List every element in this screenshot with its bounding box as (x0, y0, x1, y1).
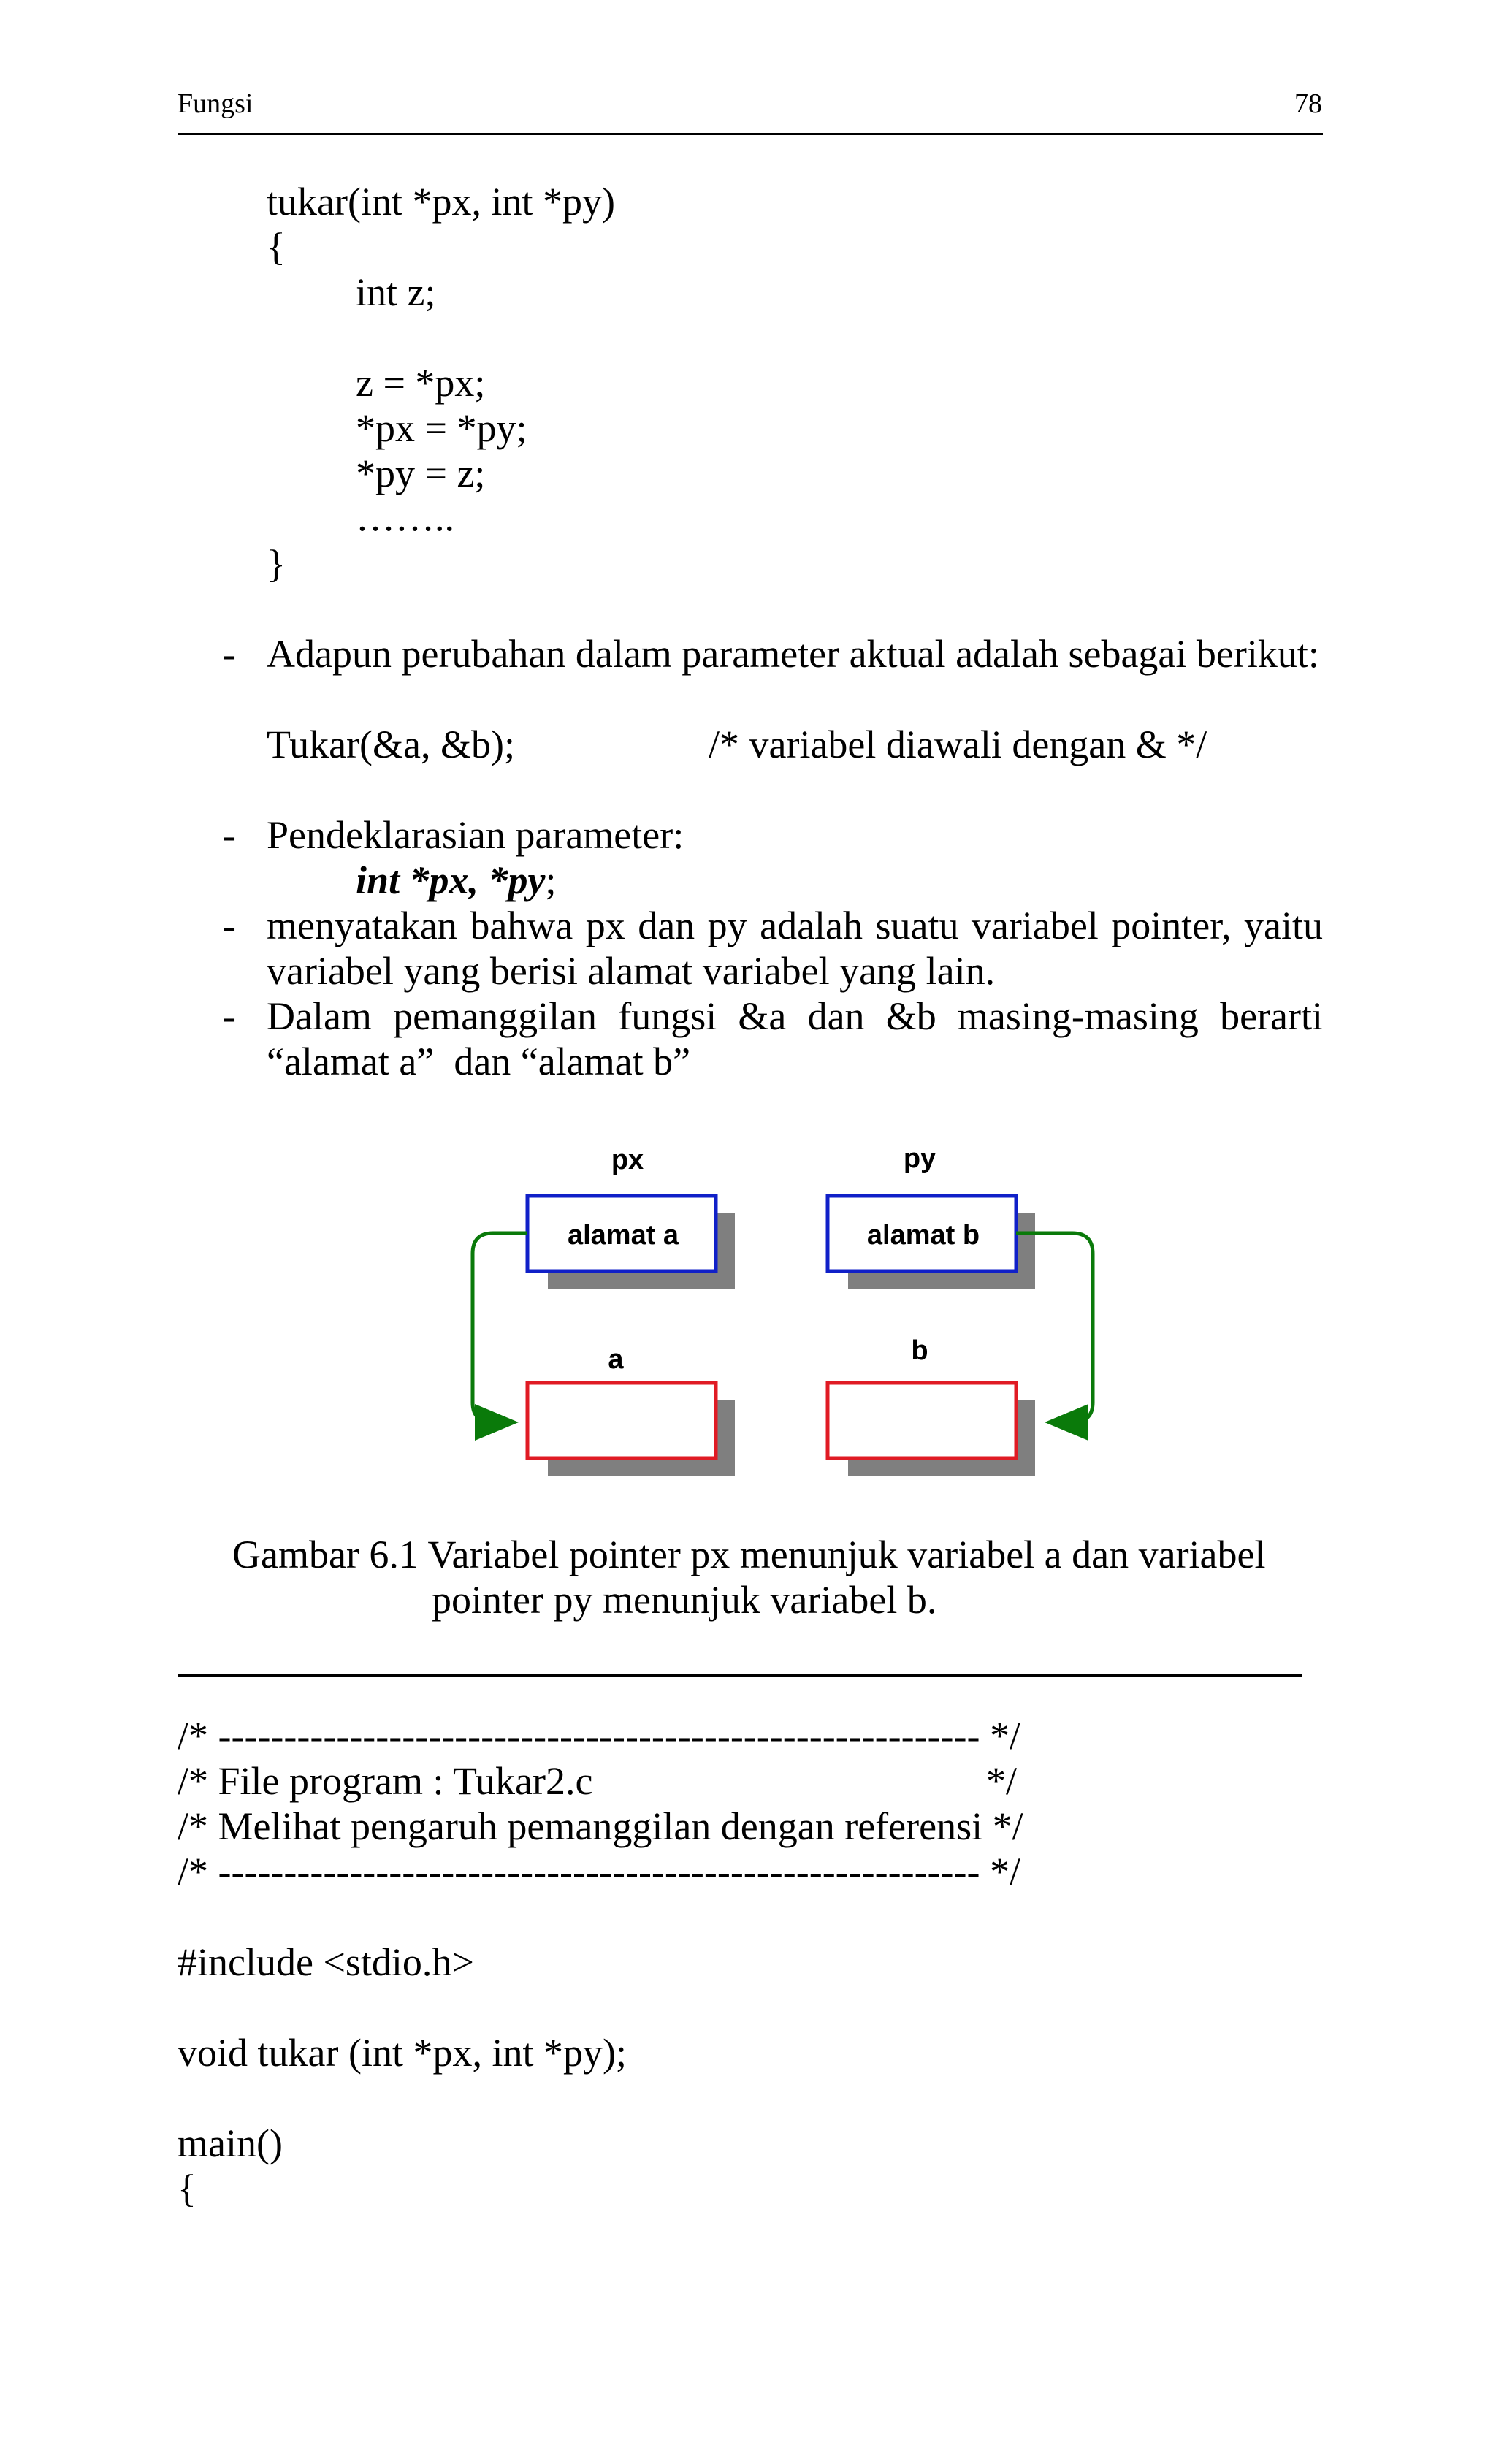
bullet-text-param-decl: Pendeklarasian parameter: (267, 813, 684, 857)
bullet-text-call-line2: “alamat a” dan “alamat b” (267, 1040, 691, 1083)
code-line-decl: int z; (356, 270, 436, 314)
comment-line-bottom: /* ---------------------------------------------------------- */ (178, 1850, 1020, 1893)
code-main: main() (178, 2121, 283, 2165)
section-divider (178, 1674, 1302, 1677)
running-header-title: Fungsi (178, 88, 253, 119)
code-line-assign-z: z = *px; (356, 361, 486, 405)
box-py-text: alamat b (866, 1220, 980, 1251)
variable-box-b (828, 1383, 1016, 1458)
call-code: Tukar(&a, &b); (267, 722, 515, 766)
variable-box-a (527, 1383, 716, 1458)
code-line-ellipsis: …….. (356, 495, 454, 539)
label-a: a (608, 1344, 624, 1375)
code-line-close-brace: } (267, 542, 286, 586)
bullet-text-call-line1: Dalam pemanggilan fungsi &a dan &b masing-masing berarti (267, 994, 1323, 1038)
bullet-text-pointer-line2: variabel yang berisi alamat variabel yang lain. (267, 949, 996, 993)
code-prototype: void tukar (int *px, int *py); (178, 2031, 627, 2075)
label-py: py (903, 1143, 936, 1174)
call-comment: /* variabel diawali dengan & */ (709, 722, 1207, 766)
code-line-open-brace: { (267, 225, 286, 269)
figure-caption-line2: pointer py menunjuk variabel b. (432, 1578, 937, 1622)
bullet-dash: - (223, 813, 236, 857)
comment-line-top: /* ---------------------------------------------------------- */ (178, 1714, 1020, 1758)
bullet-text-actual-params: Adapun perubahan dalam parameter aktual adalah sebagai berikut: (267, 632, 1319, 676)
code-include: #include <stdio.h> (178, 1940, 474, 1984)
code-line-signature: tukar(int *px, int *py) (267, 180, 615, 224)
code-line-assign-py: *py = z; (356, 451, 486, 495)
bullet-text-pointer-line1: menyatakan bahwa px dan py adalah suatu variabel pointer, yaitu (267, 904, 1323, 947)
box-px-text: alamat a (567, 1220, 679, 1251)
code-line-assign-px: *px = *py; (356, 406, 527, 450)
page-number: 78 (1294, 88, 1322, 119)
label-px: px (611, 1145, 644, 1175)
param-declaration-code: int *px, *py (356, 858, 546, 902)
bullet-dash: - (223, 904, 236, 947)
bullet-dash: - (223, 994, 236, 1038)
comment-line-file-close: */ (986, 1759, 1018, 1803)
figure-caption-line1: Gambar 6.1 Variabel pointer px menunjuk variabel a dan variabel (232, 1533, 1266, 1576)
label-b: b (911, 1335, 928, 1366)
arrow-px-to-a (473, 1233, 527, 1422)
code-main-brace: { (178, 2167, 196, 2211)
comment-line-file: /* File program : Tukar2.c (178, 1759, 593, 1803)
param-declaration-semicolon: ; (545, 858, 557, 902)
comment-line-desc: /* Melihat pengaruh pemanggilan dengan referensi */ (178, 1804, 1023, 1848)
bullet-dash: - (223, 632, 236, 676)
